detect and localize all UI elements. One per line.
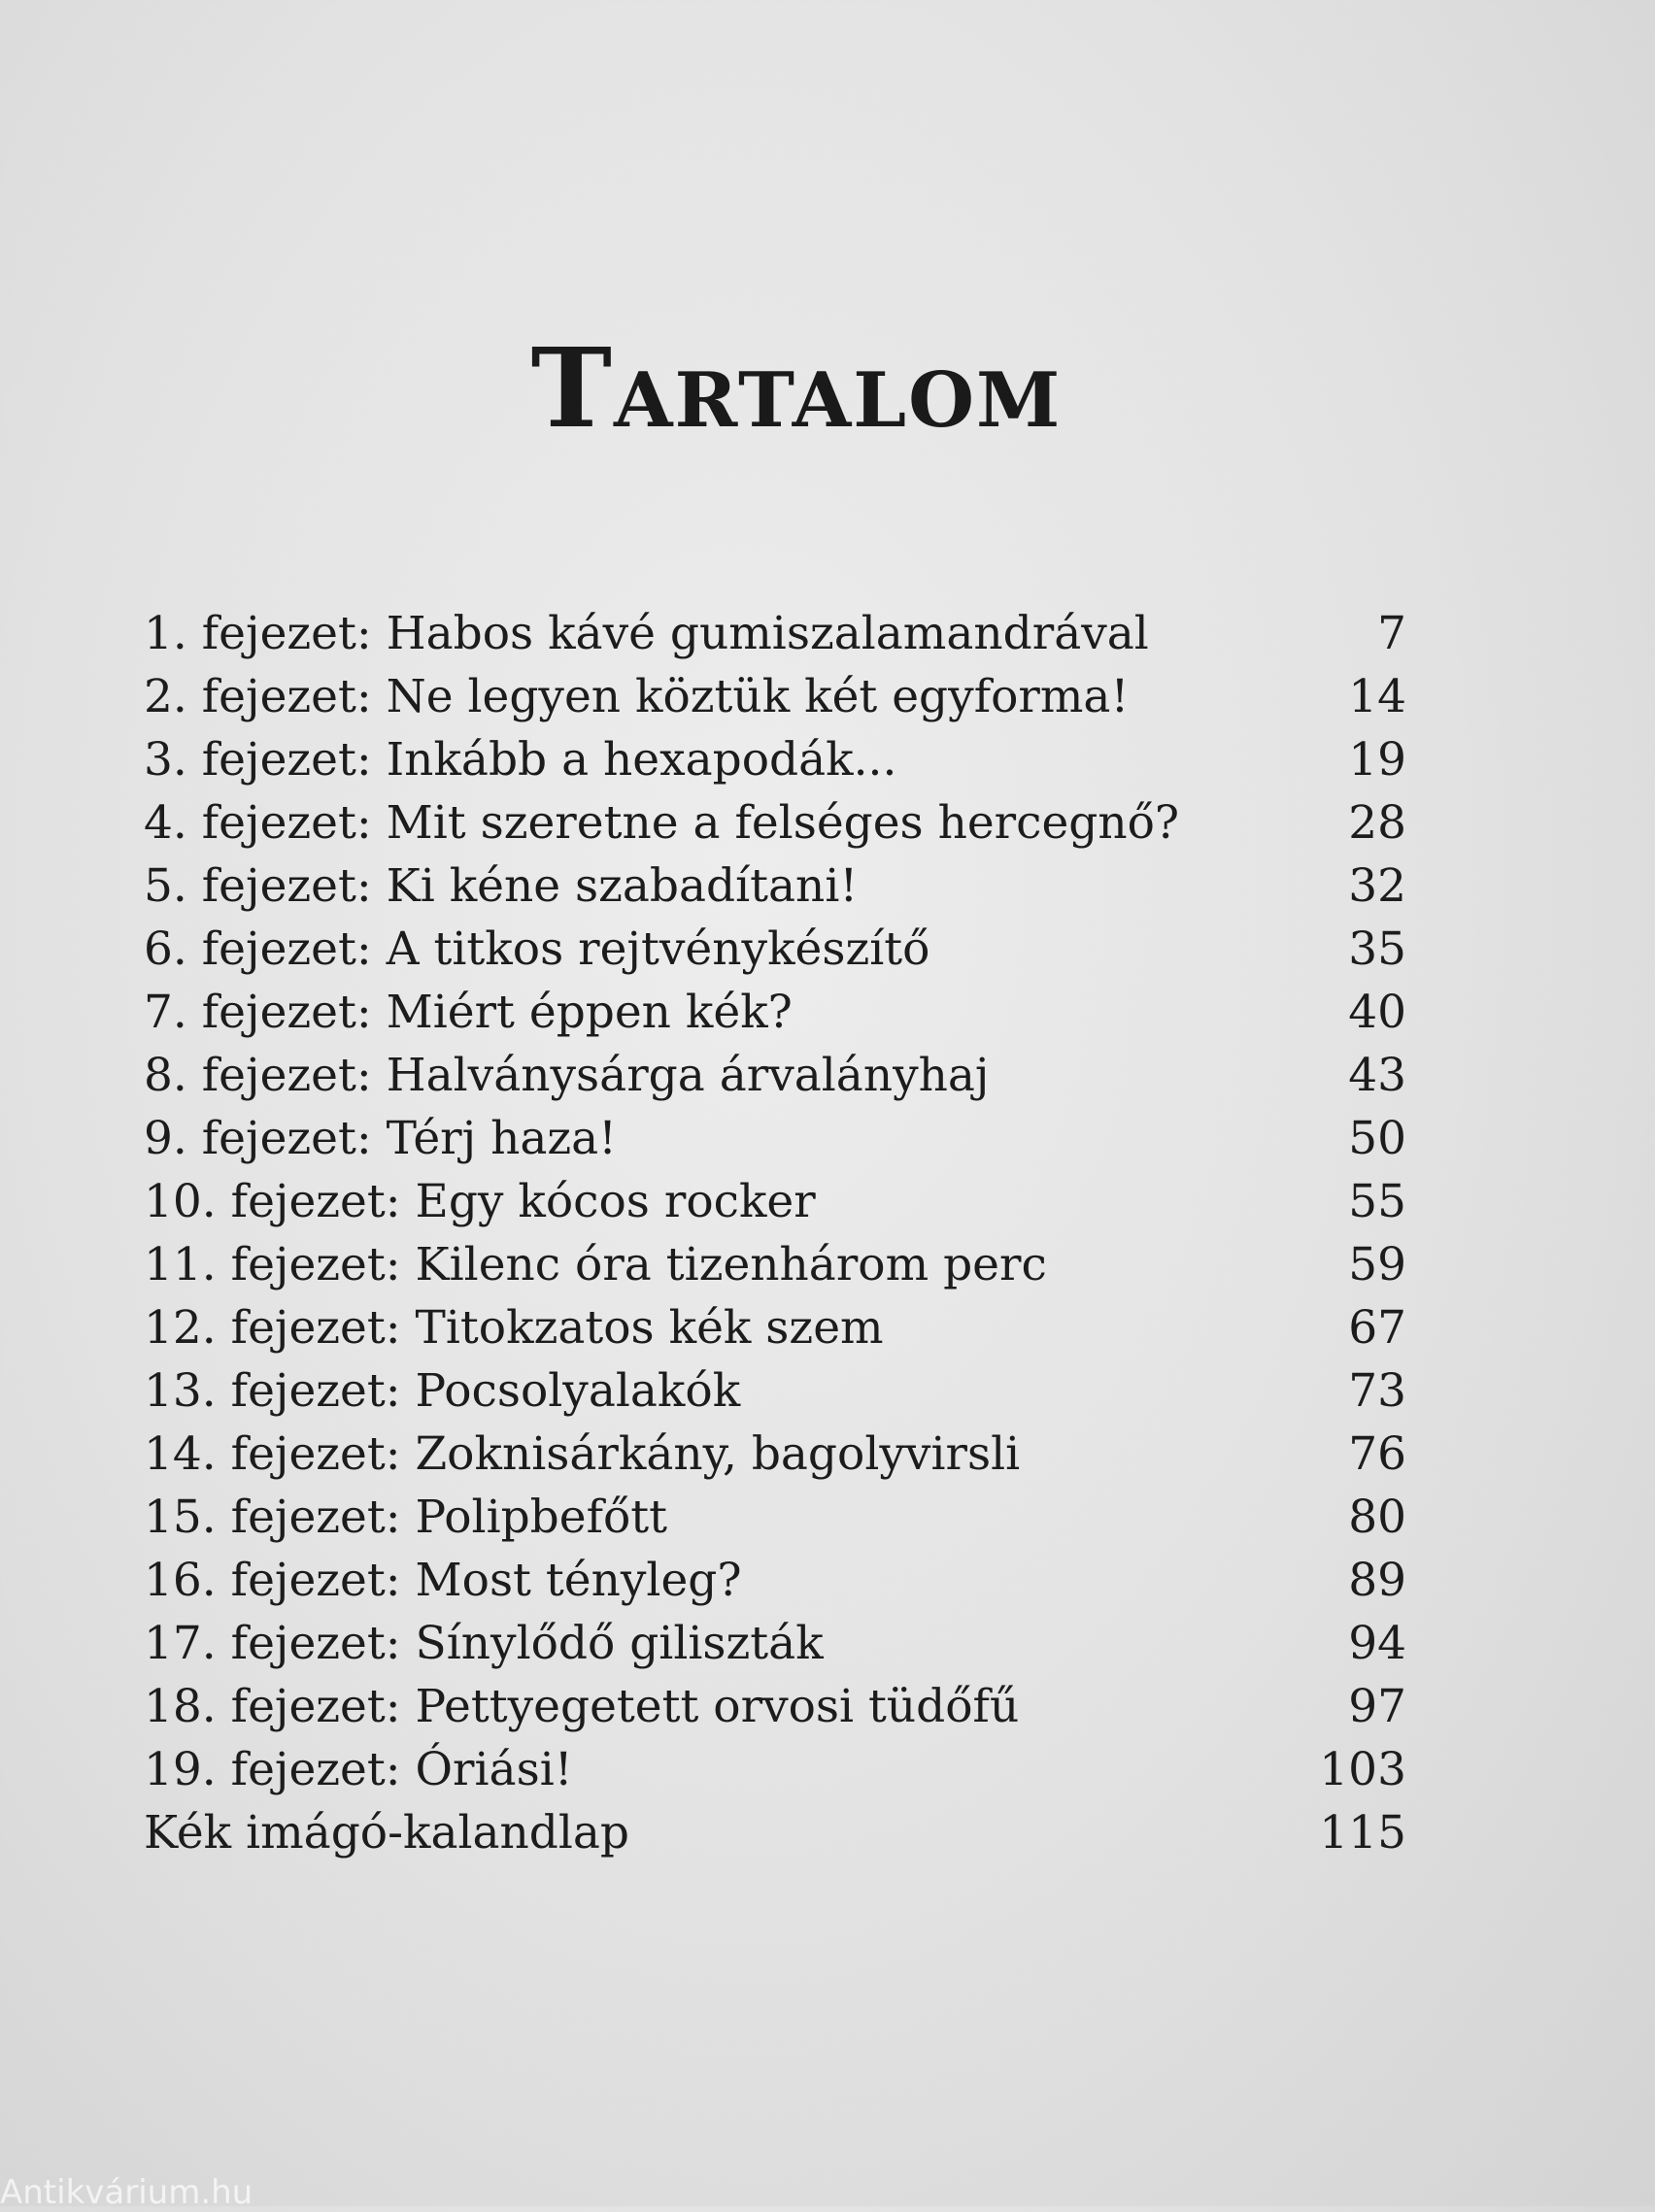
toc-entry-page-number: 55 xyxy=(1348,1175,1406,1228)
toc-entry-page-number: 50 xyxy=(1348,1112,1406,1165)
toc-entry-title: 18. fejezet: Pettyegetett orvosi tüdőfű xyxy=(144,1680,1020,1733)
table-of-contents xyxy=(144,602,1406,1864)
toc-entry-title: 3. fejezet: Inkább a hexapodák... xyxy=(144,733,897,787)
toc-entry-title: 15. fejezet: Polipbefőtt xyxy=(144,1491,668,1544)
toc-entry xyxy=(144,1044,1406,1107)
toc-entry xyxy=(144,1612,1406,1675)
toc-entry-page-number: 19 xyxy=(1348,733,1406,787)
toc-entry-title: 1. fejezet: Habos kávé gumiszalamandrával xyxy=(144,607,1149,660)
toc-entry-title: 13. fejezet: Pocsolyalakók xyxy=(144,1364,741,1418)
toc-entry-page-number: 28 xyxy=(1348,796,1406,850)
toc-entry-title: 7. fejezet: Miért éppen kék? xyxy=(144,986,793,1039)
toc-entry xyxy=(144,1233,1406,1296)
watermark: Antikvárium.hu xyxy=(0,2173,253,2212)
toc-entry-title: 11. fejezet: Kilenc óra tizenhárom perc xyxy=(144,1238,1047,1291)
toc-entry xyxy=(144,1170,1406,1233)
toc-entry-title: Kék imágó-kalandlap xyxy=(144,1806,630,1860)
toc-entry xyxy=(144,1107,1406,1170)
toc-entry-page-number: 97 xyxy=(1348,1680,1406,1733)
toc-entry-page-number: 40 xyxy=(1348,986,1406,1039)
toc-entry-page-number: 73 xyxy=(1348,1364,1406,1418)
toc-entry-page-number: 35 xyxy=(1348,922,1406,976)
toc-entry-page-number: 115 xyxy=(1319,1806,1406,1860)
toc-entry-title: 5. fejezet: Ki kéne szabadítani! xyxy=(144,859,859,913)
toc-entry-title: 12. fejezet: Titokzatos kék szem xyxy=(144,1301,884,1355)
toc-entry-page-number: 94 xyxy=(1348,1617,1406,1670)
toc-entry-title: 4. fejezet: Mit szeretne a felséges hercegnő? xyxy=(144,796,1180,850)
toc-entry xyxy=(144,602,1406,665)
toc-entry xyxy=(144,1675,1406,1738)
toc-entry xyxy=(144,1738,1406,1801)
toc-entry-page-number: 76 xyxy=(1348,1427,1406,1481)
toc-entry-title: 2. fejezet: Ne legyen köztük két egyforma! xyxy=(144,670,1130,723)
toc-entry-title: 8. fejezet: Halványsárga árvalányhaj xyxy=(144,1049,990,1102)
toc-entry xyxy=(144,665,1406,728)
toc-entry xyxy=(144,855,1406,918)
toc-entry-page-number: 32 xyxy=(1348,859,1406,913)
toc-entry xyxy=(144,1549,1406,1612)
toc-entry-page-number: 67 xyxy=(1348,1301,1406,1355)
toc-entry-title: 10. fejezet: Egy kócos rocker xyxy=(144,1175,816,1228)
toc-entry-title: 6. fejezet: A titkos rejtvénykészítő xyxy=(144,922,930,976)
toc-entry xyxy=(144,791,1406,855)
toc-entry xyxy=(144,981,1406,1044)
toc-entry xyxy=(144,1423,1406,1486)
toc-entry-title: 14. fejezet: Zoknisárkány, bagolyvirsli xyxy=(144,1427,1021,1481)
toc-entry-page-number: 103 xyxy=(1319,1743,1406,1796)
toc-entry-page-number: 43 xyxy=(1348,1049,1406,1102)
toc-entry-title: 19. fejezet: Óriási! xyxy=(144,1743,573,1796)
toc-entry xyxy=(144,1486,1406,1549)
toc-entry-page-number: 89 xyxy=(1348,1554,1406,1607)
page-title: Tartalom xyxy=(530,325,1063,453)
toc-entry-title: 17. fejezet: Sínylődő giliszták xyxy=(144,1617,824,1670)
toc-entry xyxy=(144,1359,1406,1423)
toc-entry xyxy=(144,1296,1406,1359)
toc-entry xyxy=(144,918,1406,981)
toc-entry-page-number: 7 xyxy=(1377,607,1406,660)
toc-entry-page-number: 59 xyxy=(1348,1238,1406,1291)
toc-entry-title: 16. fejezet: Most tényleg? xyxy=(144,1554,742,1607)
toc-entry xyxy=(144,728,1406,791)
toc-entry-page-number: 80 xyxy=(1348,1491,1406,1544)
toc-entry-title: 9. fejezet: Térj haza! xyxy=(144,1112,618,1165)
toc-entry xyxy=(144,1801,1406,1864)
toc-entry-page-number: 14 xyxy=(1348,670,1406,723)
